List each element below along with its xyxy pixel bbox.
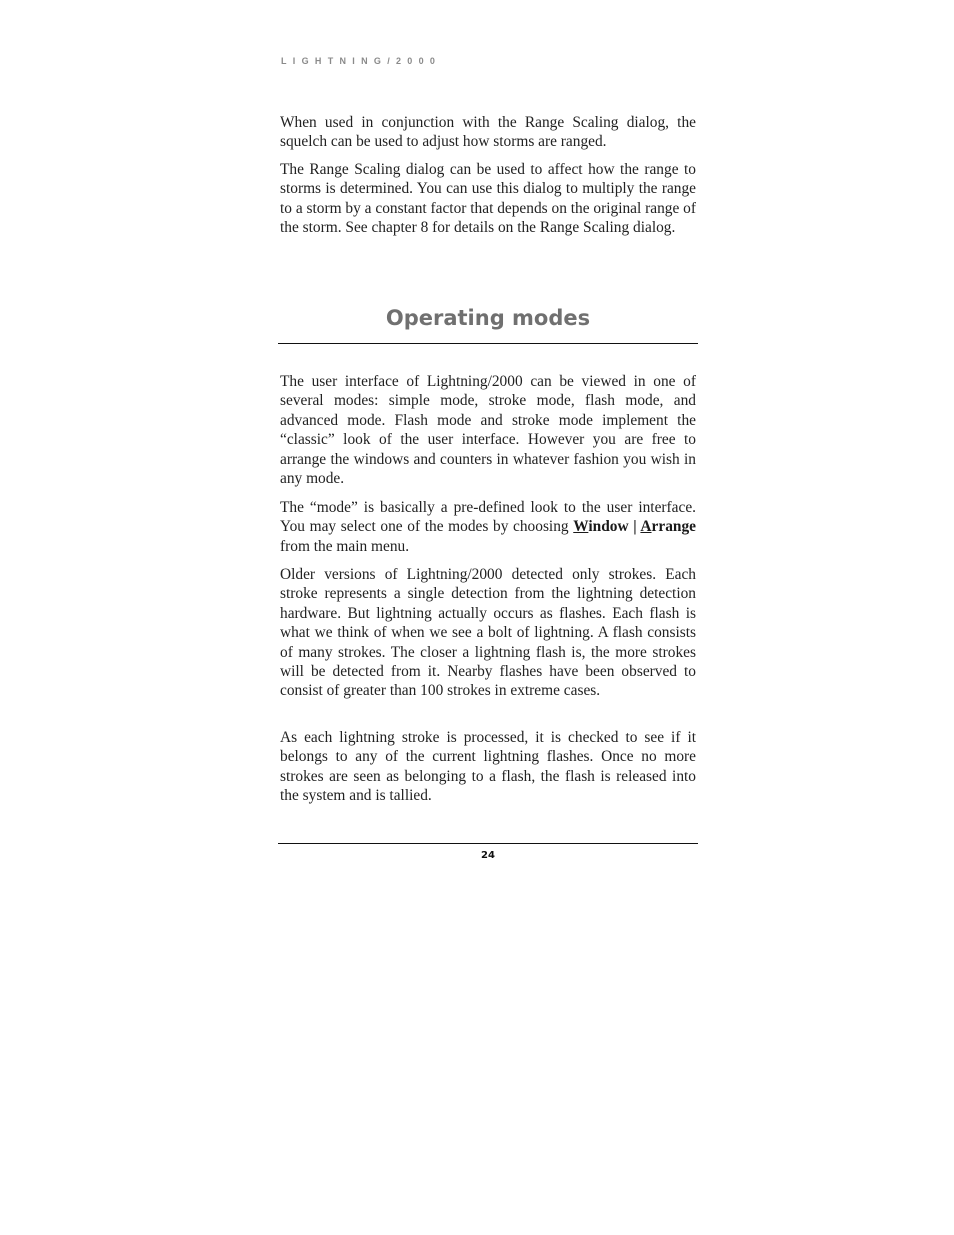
mode-selection-text-before: The “mode” is basically a pre-defined look to the user interface. You may select one of the modes by choosing xyxy=(280,499,696,536)
mode-selection-text-after: from the main menu. xyxy=(280,537,410,555)
paragraph-flash-tally: As each lightning stroke is processed, it is checked to see if it belongs to any of the current lightning flashes. Once no more strokes are seen as belonging to a flash, the flash is released into the system and is tallied. xyxy=(280,729,696,805)
menu-command-window-arrange xyxy=(573,518,696,535)
section-title-rule xyxy=(278,343,698,344)
paragraph-squelch-range-scaling: When used in conjunction with the Range Scaling dialog, the squelch can be used to adjust how storms are ranged. xyxy=(280,114,696,151)
paragraph-strokes-and-flashes: Older versions of Lightning/2000 detected only strokes. Each stroke represents a single detection from the lightning detection hardware. But lightning actually occurs as flashes. Each flash is what we think of when we see a bolt of lightning. A flash consists of many strokes. The closer a lightning flash is, the more strokes will be detected from it. Nearby flashes have been observed to consist of greater than 100 strokes in extreme cases. xyxy=(280,566,696,700)
page-number: 24 xyxy=(481,850,495,861)
menu-arrange-accelerator: A xyxy=(640,518,652,536)
menu-window-accelerator: W xyxy=(573,518,589,536)
menu-arrange-label-rest: rrange xyxy=(651,518,696,536)
paragraph-mode-selection xyxy=(280,498,696,556)
footer-rule xyxy=(278,843,698,844)
paragraph-range-scaling-dialog: The Range Scaling dialog can be used to affect how the range to storms is determined. You can use this dialog to multiply the range to a storm by a constant factor that depends on the original range of the storm. See chapter 8 for details on the Range Scaling dialog. xyxy=(280,161,696,237)
menu-separator: | xyxy=(628,518,641,536)
menu-window-label-rest: indow xyxy=(588,518,629,536)
running-header: LIGHTNING/2000 xyxy=(281,56,442,66)
paragraph-user-interface-modes: The user interface of Lightning/2000 can be viewed in one of several modes: simple mode, stroke mode, flash mode, and advanced mode. Flash mode and stroke mode implement the “classic” look of the user interface. However you are free to arrange the windows and counters in whatever fashion you wish in any mode. xyxy=(280,373,696,488)
section-title: Operating modes xyxy=(385,306,591,330)
